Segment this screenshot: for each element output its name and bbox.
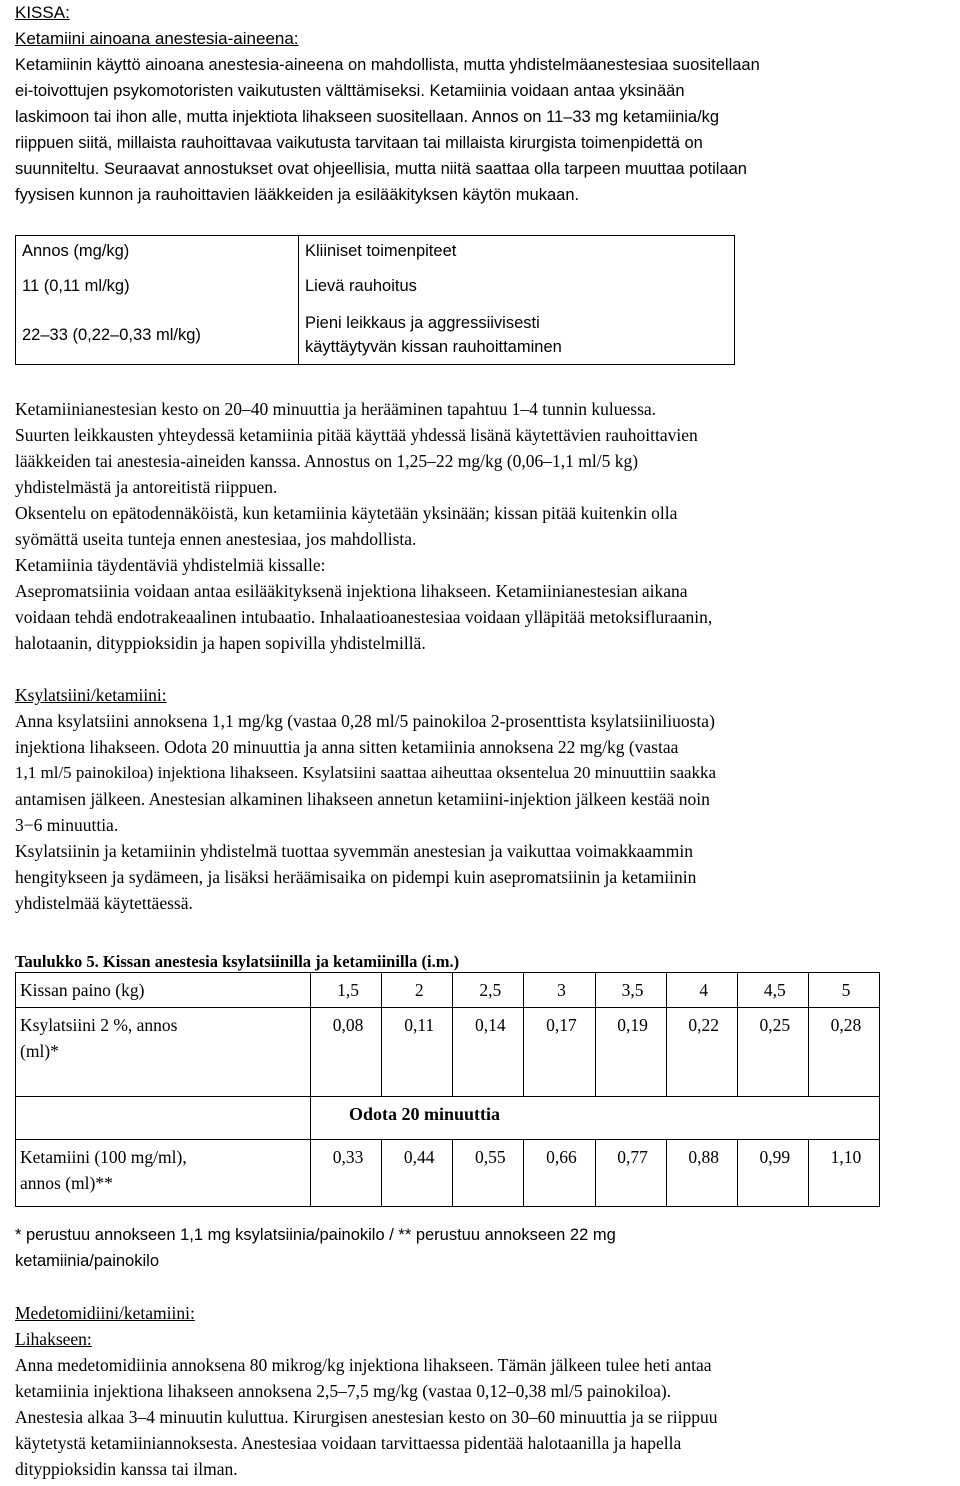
cell-procedure: Lievä rauhoitus [299, 266, 735, 306]
text-line: halotaanin, dityppioksidin ja hapen sopivilla yhdistelmillä. [15, 633, 426, 653]
text-line: Ketamiinin käyttö ainoana anestesia-aineena on mahdollista, mutta yhdistelmäanestesiaa suositellaan [15, 56, 760, 74]
text-line: riippuen siitä, millaista rauhoittavaa vaikutusta tarvitaan tai millaista kirurgista toimenpidettä on [15, 134, 703, 152]
text-line: injektiona lihakseen. Odota 20 minuuttia ja anna sitten ketamiinia annoksena 22 mg/kg (vastaa [15, 737, 679, 757]
table5 [15, 972, 880, 1207]
label-line: Ketamiini (100 mg/ml), [20, 1147, 187, 1167]
text-line: fyysisen kunnon ja rauhoittavien lääkkeiden ja esilääkityksen käytön mukaan. [15, 186, 580, 204]
procedure-line: Pieni leikkaus ja aggressiivisesti [305, 314, 540, 332]
text-line: yhdistelmää käytettäessä. [15, 893, 193, 913]
text-line: laskimoon tai ihon alle, mutta injektiota lihakseen suositellaan. Annos on 11–33 mg ketamiinia/kg [15, 108, 720, 126]
cell-procedure [299, 306, 735, 365]
paragraph-ketamine-only [15, 52, 955, 208]
table-row [16, 266, 735, 306]
dose-table [15, 235, 735, 365]
text-line: Oksentelu on epätodennäköistä, kun ketamiinia käytetään yksinään; kissan pitää kuitenkin olla [15, 503, 678, 523]
heading-kissa: KISSA: [15, 3, 70, 22]
subheading-ketamine-only: Ketamiini ainoana anestesia-aineena: [15, 29, 299, 48]
ketamine-label [16, 1140, 311, 1207]
weight-cell: 5 [808, 973, 879, 1008]
weight-cell: 2,5 [453, 973, 524, 1008]
ketamine-cell: 0,66 [524, 1140, 595, 1207]
ketamine-cell: 0,88 [666, 1140, 737, 1207]
header-procedure: Kliiniset toimenpiteet [299, 236, 735, 267]
table-row [16, 1008, 880, 1097]
text-line: käytetystä ketamiiniannoksesta. Anestesiaa voidaan tarvittaessa pidentää halotaanilla ja hapella [15, 1433, 682, 1453]
text-line: Ketamiinianestesian kesto on 20–40 minuuttia ja herääminen tapahtuu 1–4 tunnin kuluessa. [15, 399, 657, 419]
text-line: 3−6 minuuttia. [15, 815, 119, 835]
table-header-row [16, 236, 735, 267]
label-line: (ml)* [20, 1041, 59, 1061]
text-line: Anestesia alkaa 3–4 minuutin kuluttua. Kirurgisen anestesian kesto on 30–60 minuuttia ja se riippuu [15, 1407, 718, 1427]
text-line: ei-toivottujen psykomotoristen vaikutusten välttämiseksi. Ketamiinia voidaan antaa yksinään [15, 82, 685, 100]
text-line: antamisen jälkeen. Anestesian alkaminen lihakseen annetun ketamiini-injektion jälkeen kestää noin [15, 789, 710, 809]
ketamine-cell: 0,77 [595, 1140, 666, 1207]
wait-cell: Odota 20 minuuttia [311, 1097, 880, 1140]
table-row [16, 973, 880, 1008]
cell-dose: 11 (0,11 ml/kg) [16, 266, 299, 306]
table-row [16, 1097, 880, 1140]
table-row [16, 1140, 880, 1207]
ketamine-cell: 0,99 [737, 1140, 808, 1207]
xylazine-label [16, 1008, 311, 1097]
empty-cell [16, 1097, 311, 1140]
xylazine-cell: 0,17 [524, 1008, 595, 1097]
heading-xylazine-ketamine: Ksylatsiini/ketamiini: [15, 685, 167, 705]
text-line: yhdistelmästä ja antoreitistä riippuen. [15, 477, 278, 497]
weight-cell: 3,5 [595, 973, 666, 1008]
xylazine-cell: 0,22 [666, 1008, 737, 1097]
header-dose: Annos (mg/kg) [16, 236, 299, 267]
text-line: lääkkeiden tai anestesia-aineiden kanssa. Annostus on 1,25–22 mg/kg (0,06–1,1 ml/5 kg) [15, 451, 639, 471]
text-line: ketamiinia injektiona lihakseen annoksena 2,5–7,5 mg/kg (vastaa 0,12–0,38 ml/5 painokiloa). [15, 1381, 672, 1401]
text-line: suunniteltu. Seuraavat annostukset ovat ohjeellisia, mutta niitä saattaa olla tarpeen muuttaa potilaan [15, 160, 747, 178]
text-line: hengitykseen ja sydämeen, ja lisäksi heräämisaika on pidempi kuin asepromatsiinin ja ketamiinin [15, 867, 697, 887]
section-medetomidine-ketamine [15, 1300, 960, 1482]
subheading-intramuscular: Lihakseen: [15, 1329, 92, 1349]
section-xylazine-ketamine [15, 682, 960, 916]
section-ketamine-only [15, 0, 955, 208]
xylazine-cell: 0,25 [737, 1008, 808, 1097]
procedure-line: käyttäytyvän kissan rauhoittaminen [305, 338, 562, 356]
text-line: dityppioksidin kanssa tai ilman. [15, 1459, 238, 1479]
text-line: Anna medetomidiinia annoksena 80 mikrog/kg injektiona lihakseen. Tämän jälkeen tulee heti antaa [15, 1355, 712, 1375]
table5-title: Taulukko 5. Kissan anestesia ksylatsiinilla ja ketamiinilla (i.m.) [15, 952, 460, 971]
cell-dose: 22–33 (0,22–0,33 ml/kg) [16, 306, 299, 365]
text-line: Asepromatsiinia voidaan antaa esilääkityksenä injektiona lihakseen. Ketamiinianestesian aikana [15, 581, 688, 601]
label-line: annos (ml)** [20, 1173, 113, 1193]
weight-cell: 4 [666, 973, 737, 1008]
footnote-line: * perustuu annokseen 1,1 mg ksylatsiinia/painokilo / ** perustuu annokseen 22 mg [15, 1226, 616, 1244]
heading-medetomidine-ketamine: Medetomidiini/ketamiini: [15, 1303, 195, 1323]
ketamine-cell: 0,44 [382, 1140, 453, 1207]
text-line: Suurten leikkausten yhteydessä ketamiinia pitää käyttää yhdessä lisänä käytettävien rauhoittavien [15, 425, 698, 445]
ketamine-cell: 1,10 [808, 1140, 879, 1207]
ketamine-cell: 0,55 [453, 1140, 524, 1207]
xylazine-cell: 0,19 [595, 1008, 666, 1097]
footnote-line: ketamiinia/painokilo [15, 1252, 159, 1270]
weight-cell: 4,5 [737, 973, 808, 1008]
text-line: Ketamiinia täydentäviä yhdistelmiä kissalle: [15, 555, 326, 575]
text-line: voidaan tehdä endotrakeaalinen intubaatio. Inhalaatioanestesiaa voidaan ylläpitää metoksifluraanin, [15, 607, 713, 627]
text-line: Anna ksylatsiini annoksena 1,1 mg/kg (vastaa 0,28 ml/5 painokiloa 2-prosenttista ksylatsiiniliuosta) [15, 711, 715, 731]
xylazine-cell: 0,11 [382, 1008, 453, 1097]
text-line: Ksylatsiinin ja ketamiinin yhdistelmä tuottaa syvemmän anestesian ja vaikuttaa voimakkaammin [15, 841, 693, 861]
ketamine-cell: 0,33 [311, 1140, 382, 1207]
text-line: syömättä useita tunteja ennen anestesiaa, jos mahdollista. [15, 529, 417, 549]
label-line: Ksylatsiini 2 %, annos [20, 1015, 178, 1035]
weight-cell: 1,5 [311, 973, 382, 1008]
xylazine-cell: 0,08 [311, 1008, 382, 1097]
weight-cell: 2 [382, 973, 453, 1008]
xylazine-cell: 0,14 [453, 1008, 524, 1097]
section-ketamine-notes [15, 396, 960, 656]
table-row [16, 306, 735, 365]
weight-label: Kissan paino (kg) [16, 973, 311, 1008]
text-line: 1,1 ml/5 painokiloa) injektiona lihakseen. Ksylatsiini saattaa aiheuttaa oksentelua 20 minuuttiin saakka [15, 763, 717, 782]
weight-cell: 3 [524, 973, 595, 1008]
table5-footnote [15, 1222, 955, 1274]
xylazine-cell: 0,28 [808, 1008, 879, 1097]
